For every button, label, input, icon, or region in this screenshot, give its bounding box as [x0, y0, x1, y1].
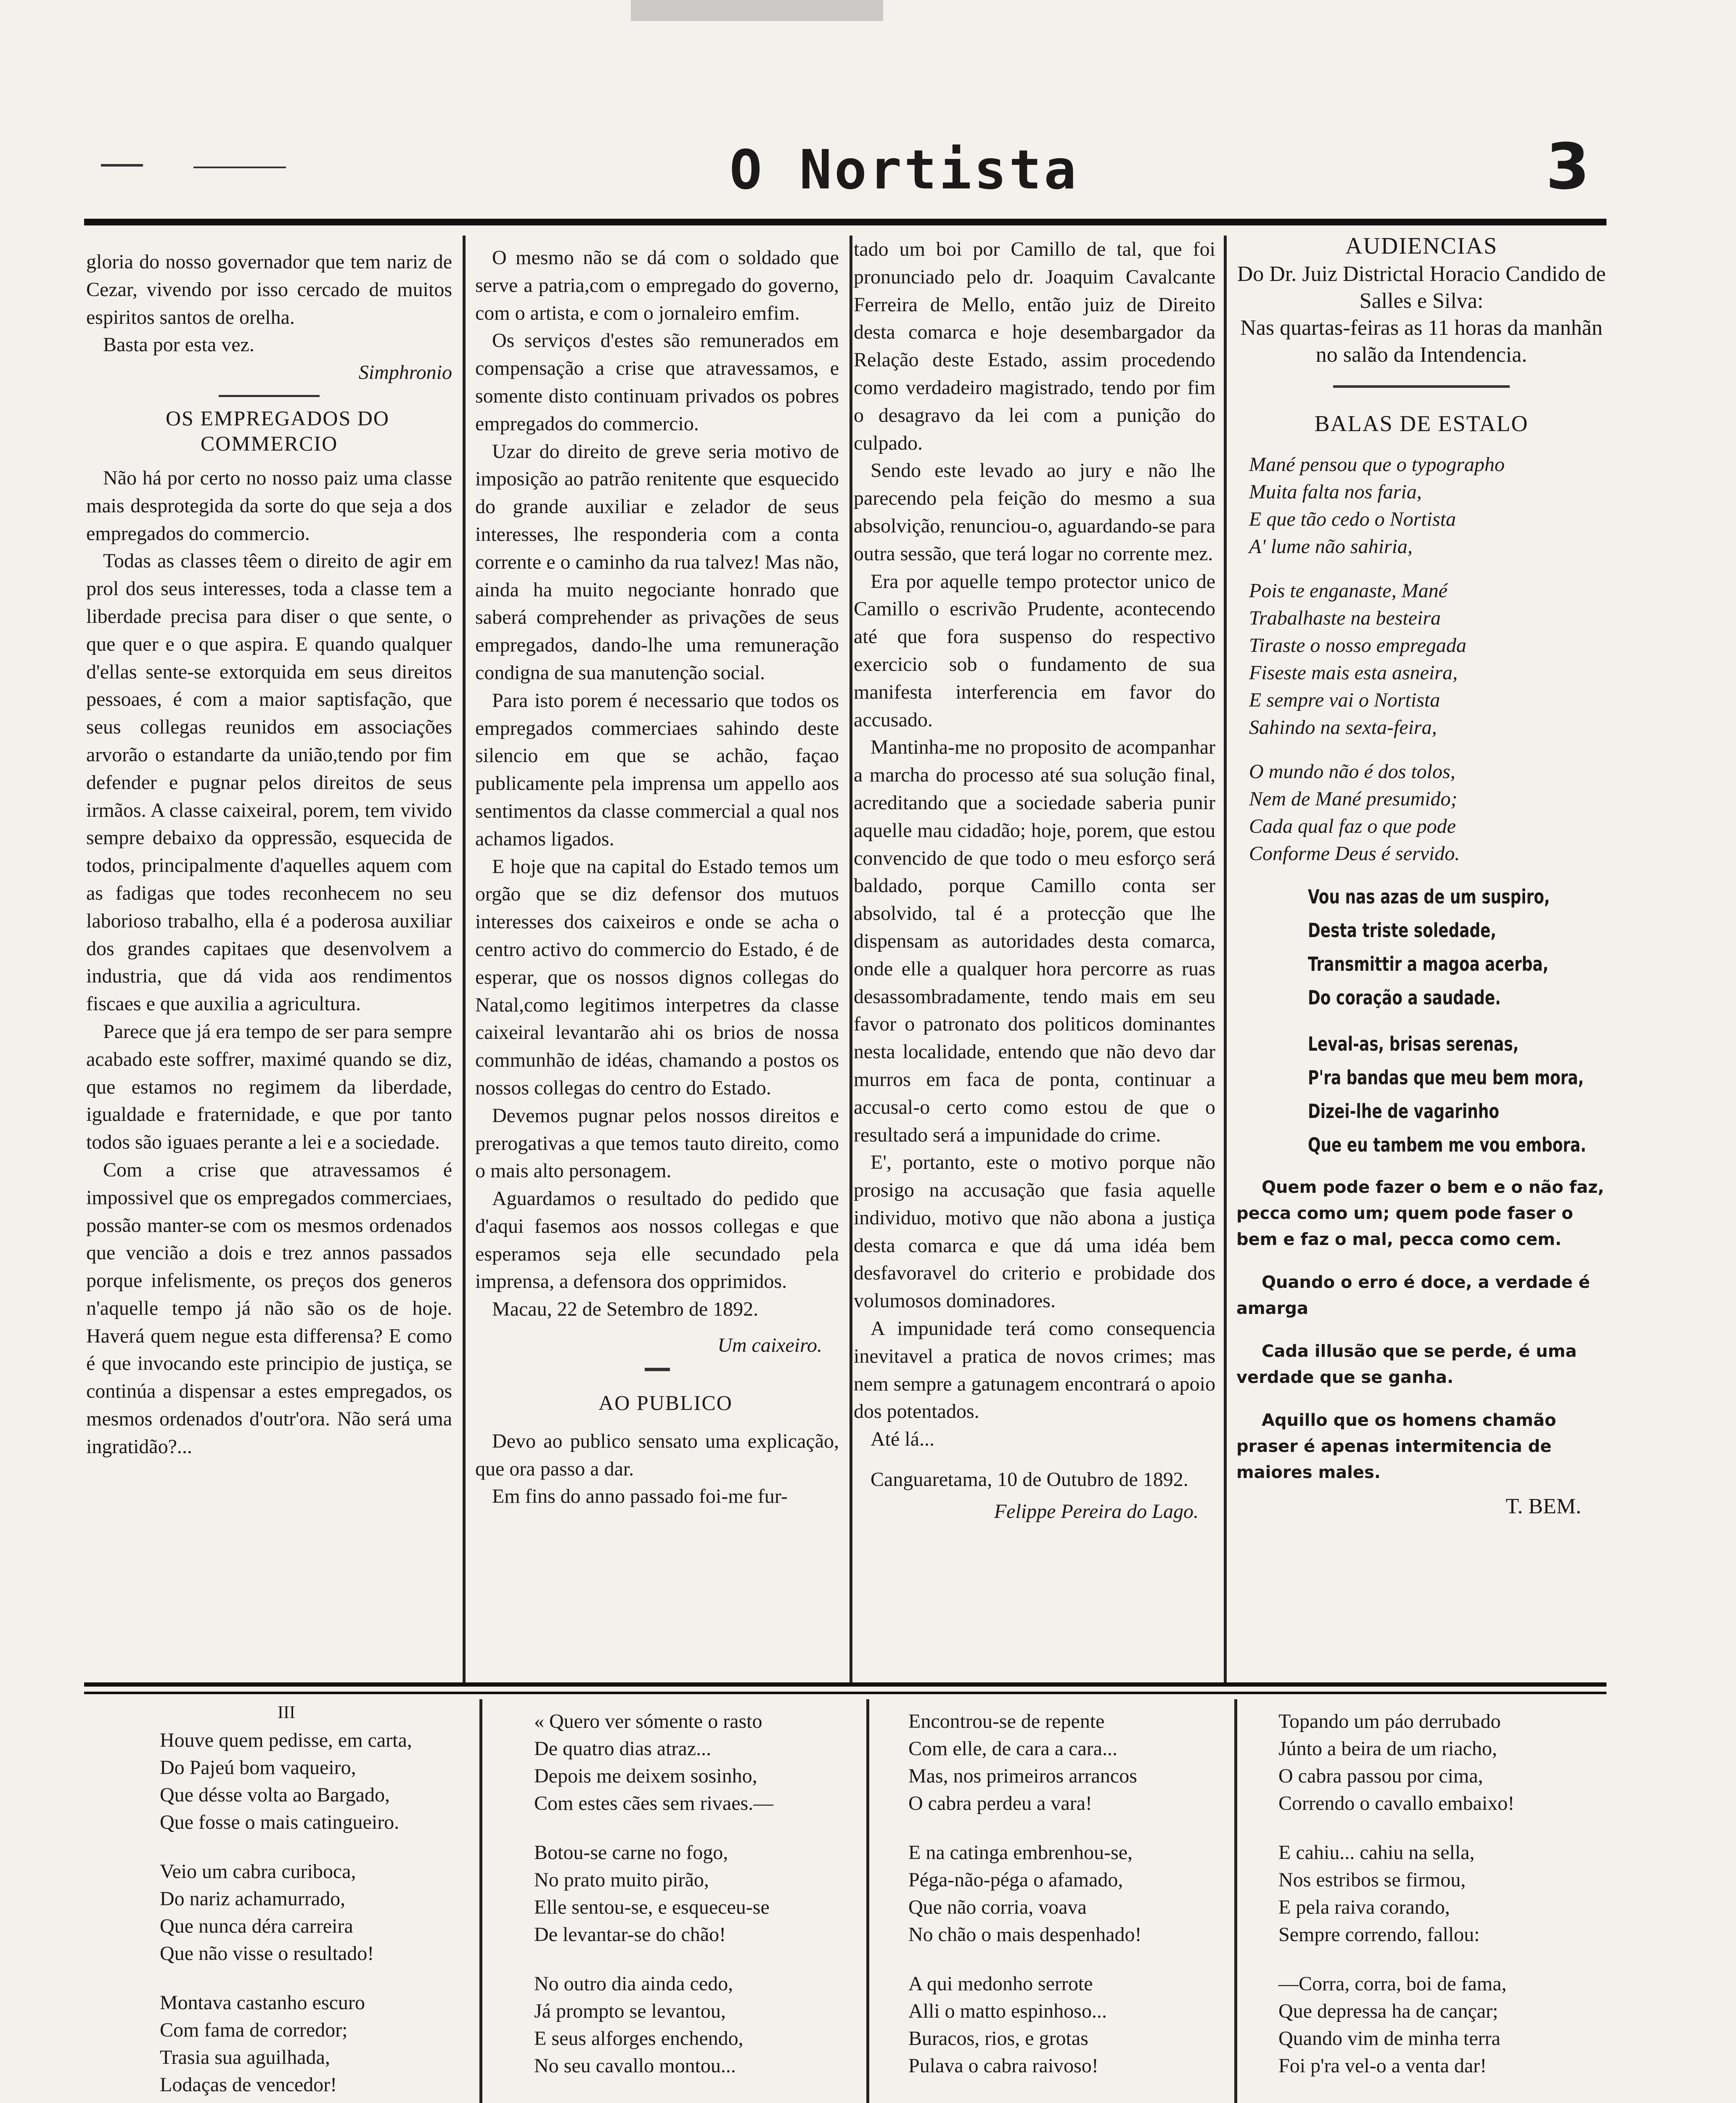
poem-line: « Quero ver sómente o rasto [534, 1710, 762, 1732]
poem-stanza [1308, 1027, 1606, 1162]
signature-caixeiro: Um caixeiro. [717, 1334, 822, 1357]
poem-line: Que nunca déra carreira [160, 1915, 353, 1937]
signature-felippe: Felippe Pereira do Lago. [994, 1500, 1199, 1523]
poem-line: Transmittir a magoa acerba, [1308, 953, 1549, 975]
balas-title: BALAS DE ESTALO [1314, 411, 1529, 436]
article-paragraph: Devemos pugnar pelos nossos direitos e prerogativas a que temos tauto direito, como o mais alto personagem. [475, 1104, 839, 1182]
poem-stanza [160, 1989, 471, 2098]
poem-line: Conforme Deus é servido. [1249, 842, 1460, 865]
poem-line: E cahiu... cahiu na sella, [1278, 1841, 1475, 1864]
dateline-canguaretama: Canguaretama, 10 de Outubro de 1892. [871, 1468, 1188, 1491]
poem-line: Lodaças de vencedor! [160, 2074, 337, 2096]
masthead-title: O Nortista [729, 139, 1079, 201]
balas-poem [1249, 451, 1606, 867]
poem-line: A qui medonho serrote [908, 1973, 1093, 1995]
poem-stanza [1278, 2101, 1602, 2103]
poem-column-3 [908, 1708, 1232, 2103]
poem-line [908, 2101, 1232, 2103]
poem-stanza [1308, 880, 1606, 1014]
poem-line: Buracos, rios, e grotas [908, 2027, 1088, 2050]
poem-line: Encontrou-se de repente [908, 1710, 1105, 1732]
poem-line: O mundo não é dos tolos, [1249, 760, 1455, 783]
poem-line: Nem de Mané presumido; [1249, 788, 1458, 810]
poem-line: Pulava o cabra raivoso! [908, 2055, 1098, 2077]
poem-column-2 [534, 1708, 862, 2103]
poem-line: Com fama de corredor; [160, 2019, 348, 2041]
poem-line: Nos estribos se firmou, [1278, 1869, 1466, 1891]
article-paragraph: Mantinha-me no proposito de acompanhar a marcha do processo até sua solução final, acreditando que a sociedade saberia punir aquelle mau cidadão; hoje, porem, que estou convencido de que todo o meu esforço será baldado, porque Camillo conta ser absolvido, tal é a protecção que lhe dispensam as autoridades desta comarca, onde elle a qualquer hora percorre as ruas desassombradamente, tendo mais em seu favor o patronato dos politicos dominantes nesta localidade, entendo que não devo dar murros em faca de ponta, continuar a accusal-o certo como estou de que o resultado será a impunidade do crime. [854, 736, 1215, 1146]
article-paragraph: A impunidade terá como consequencia inevitavel a pratica de novos crimes; mas nem sempre a gatunagem encontrará o apoio dos potentados. [854, 1317, 1215, 1423]
poem-line: E seus alforges enchendo, [534, 2027, 744, 2050]
article-paragraph: Era por aquelle tempo protector unico de Camillo o escrivão Prudente, acontecendo até que fora suspenso do respectivo exercicio sob o fundamento de sua manifesta interferencia em favor do accusado. [854, 570, 1215, 731]
poem-stanza [1278, 1839, 1602, 1948]
article-paragraph: Com a crise que atravessamos é impossivel que os empregados commerciaes, possão manter-se com os mesmos ordenados que vencião a dois e trez annos passados porque infelismente, os preços dos generos n'aquelle tempo já não são os de hoje. Haverá quem negue esta differensa? E como é que invocando este principio de justiça, se continúa a dispensar a estes empregados, os mesmos ordenados d'outr'ora. Não será uma ingratidão?... [86, 1158, 452, 1458]
poem-line: Que não corria, voava [908, 1896, 1087, 1918]
poem-line: Já prompto se levantou, [534, 2000, 726, 2022]
poem-line: De quatro dias atraz... [534, 1737, 712, 1760]
poem-line: A' lume não sahiria, [1249, 535, 1413, 558]
article-paragraph: Aguardamos o resultado do pedido que d'aqui fasemos aos nossos collegas e que esperamos seja elle secundado pela imprensa, a defensora dos opprimidos. [475, 1187, 839, 1293]
poem-line: Pois te enganaste, Mané [1249, 580, 1448, 602]
poem-column-1 [160, 1699, 471, 2103]
poem-line: Vou nas azas de um suspiro, [1308, 885, 1550, 908]
poem-line: Péga-não-péga o afamado, [908, 1869, 1123, 1891]
column-rule-3 [1224, 236, 1227, 1682]
poem-stanza [534, 2101, 862, 2103]
poem-line: De levantar-se do chão! [534, 1923, 726, 1946]
poem-line: No prato muito pirão, [534, 1869, 709, 1891]
poem-line [534, 2101, 862, 2103]
section-rule-1 [84, 1682, 1606, 1687]
lead-paragraph-2: Basta por esta vez. [103, 334, 254, 356]
scan-noise-top [631, 0, 883, 21]
poem-line: No outro dia ainda cedo, [534, 1973, 733, 1995]
poem-line: Montava castanho escuro [160, 1992, 365, 2014]
poem-column-rule-3 [1234, 1699, 1237, 2103]
article-paragraph: E', portanto, este o motivo porque não prosigo na accusação que fasia aquelle individuo, motivo que não abona a justiça desta comarca e que dá uma idéa bem desfavoravel do criterio e probidade dos volumosos dominadores. [854, 1151, 1215, 1312]
lead-paragraph: gloria do nosso governador que tem nariz de Cezar, vivendo por isso cercado de muitos espiritos santos de orelha. [86, 251, 452, 328]
signature-t-bem: T. BEM. [1506, 1494, 1581, 1518]
poem-line: E pela raiva corando, [1278, 1896, 1450, 1918]
poem-stanza [534, 1708, 862, 1817]
maxim: Cada illusão que se perde, é uma verdade que se ganha. [1236, 1342, 1577, 1387]
article-paragraph: Uzar do direito de greve seria motivo de imposição ao patrão renitente que esquecido do grande auxiliar e zelador de seus interesses, lhe responderia com a conta corrente e o caminho da rua talvez! Mas não, ainda ha muito negociante honrado que saberá comprehender as privações de seus empregados, dando-lhe uma remuneração condigna de sua manutenção social. [475, 440, 839, 684]
article-title: OS EMPREGADOS DO COMMERCIO [165, 406, 390, 455]
poem-stanza [908, 1708, 1232, 1817]
poem-stanza [1249, 758, 1606, 867]
poem-stanza [534, 1839, 862, 1948]
audiencias-line: Nas quartas-feiras as 11 horas da manhãn no salão da Intendencia. [1240, 316, 1603, 367]
poem-line: Topando um páo derrubado [1278, 1710, 1501, 1732]
separator [1333, 385, 1510, 388]
dateline-macau: Macau, 22 de Setembro de 1892. [492, 1298, 759, 1321]
column-1 [86, 248, 452, 1461]
poem-line: E na catinga embrenhou-se, [908, 1841, 1133, 1864]
poem-line: Sempre correndo, fallou: [1278, 1923, 1480, 1946]
poem-line: Com elle, de cara a cara... [908, 1737, 1118, 1760]
poem-line: Trasia sua aguilhada, [160, 2046, 330, 2069]
poem-line: Correndo o cavallo embaixo! [1278, 1792, 1515, 1814]
poem-line: Botou-se carne no fogo, [534, 1841, 728, 1864]
poem-line [1278, 2101, 1602, 2103]
article-paragraph: Os serviços d'estes são remunerados em compensação a crise que atravessamos, e somente disto continuam privados os pobres empregados do commercio. [475, 329, 839, 435]
maxims [1236, 1174, 1606, 1486]
poem-line: Trabalhaste na besteira [1249, 607, 1441, 629]
masthead-dash-left [101, 164, 143, 167]
poem-line: Muita falta nos faria, [1249, 481, 1422, 503]
poem-stanza [908, 1970, 1232, 2079]
poem-line: Que désse volta ao Bargado, [160, 1784, 390, 1806]
poem-stanza [160, 1727, 471, 1836]
poem-line: Veio um cabra curiboca, [160, 1860, 356, 1883]
maxim: Quando o erro é doce, a verdade é amarga [1236, 1273, 1590, 1318]
poem-column-rule-2 [866, 1699, 869, 2103]
poem-line: Leval-as, brisas serenas, [1308, 1033, 1519, 1055]
poem-stanza [908, 2101, 1232, 2103]
article-paragraph: tado um boi por Camillo de tal, que foi pronunciado pelo dr. Joaquim Cavalcante Ferreira de Mello, então juiz de Direito desta comarca e hoje desembargador da Relação deste Estado, assim procedendo como verdadeiro magistrado, tendo por fim o desagravo da lei com a punição do culpado. [854, 238, 1215, 454]
column-2 [475, 244, 839, 1510]
article-paragraph: Todas as classes têem o direito de agir em prol dos seus interesses, toda a classe tem a liberdade precisa para diser o que sente, o que quer e o que aspira. E quando qualquer d'ellas sente-se extorquida em seus direitos pessoaes, é com a maior saptisfação, que seus collegas reunidos em associações arvorão o estandarte da união,tendo por fim defender e pugnar pelos direitos de seus irmãos. A classe caixeiral, porem, tem vivido sempre debaixo da oppressão, esquecida de todos, principalmente d'aquelles aquem com as fadigas que todes reconhecem no seu laborioso trabalho, ella é a poderosa auxiliar dos grandes capitaes que desenvolvem a industria, que dá vida aos rendimentos fiscaes e que auxilia a agricultura. [86, 550, 452, 1015]
column-4 [1236, 231, 1606, 1519]
poem-line: —Corra, corra, boi de fama, [1278, 1973, 1507, 1995]
poem-line: Que depressa ha de cançar; [1278, 2000, 1498, 2022]
ao-publico-paragraph: Devo ao publico sensato uma explicação, que ora passo a dar. [475, 1430, 839, 1480]
signature-simphronio: Simphronio [358, 361, 452, 384]
article-paragraph: O mesmo não se dá com o soldado que serve a patria,com o empregado do governo, com o artista, e com o jornaleiro emfim. [475, 246, 839, 324]
masthead-rule [84, 219, 1606, 225]
article-paragraph: Parece que já era tempo de ser para sempre acabado este soffrer, maximé quando se diz, que estamos no regimem da liberdade, igualdade e fraternidade, e que por tanto todos são iguaes perante a lei e a sociedade. [86, 1020, 452, 1154]
poem-line: Alli o matto espinhoso... [908, 2000, 1107, 2022]
poem-line: O cabra passou por cima, [1278, 1765, 1483, 1787]
poem-stanza [1278, 1708, 1602, 1817]
poem-line: Do Pajeú bom vaqueiro, [160, 1756, 356, 1779]
poem-stanza [908, 1839, 1232, 1948]
poem-line: Elle sentou-se, e esqueceu-se [534, 1896, 770, 1918]
poem-line: No chão o mais despenhado! [908, 1923, 1142, 1946]
poem-line: O cabra perdeu a vara! [908, 1792, 1093, 1814]
poem-line: E sempre vai o Nortista [1249, 689, 1440, 711]
poem-line: Mané pensou que o typographo [1249, 453, 1505, 476]
article-paragraph: Até lá... [871, 1428, 934, 1451]
poem-line: Júnto a beira de um riacho, [1278, 1737, 1497, 1760]
poem-number: III [278, 1703, 295, 1722]
poem-line: P'ra bandas que meu bem mora, [1308, 1066, 1584, 1089]
article-paragraph: Não há por certo no nosso paiz uma classe mais desprotegida da sorte do que seja a dos empregados do commercio. [86, 466, 452, 545]
column-3 [854, 236, 1215, 1526]
poem-line: Do nariz achamurrado, [160, 1888, 346, 1910]
maxim: Aquillo que os homens chamão praser é apenas intermitencia de maiores males. [1236, 1411, 1556, 1482]
poem-line: Sahindo na sexta-feira, [1249, 716, 1437, 739]
poem-stanza [1249, 451, 1606, 560]
poem-line: Mas, nos primeiros arrancos [908, 1765, 1137, 1787]
separator [219, 395, 320, 397]
article-paragraph: Para isto porem é necessario que todos os empregados commerciaes sahindo deste silencio em que se achão, façao publicamente pela imprensa um appello aos sentimentos da classe commercial a qual nos achamos ligados. [475, 689, 839, 850]
audiencias-title: AUDIENCIAS [1345, 233, 1498, 259]
poem-stanza [534, 1970, 862, 2079]
separator [645, 1368, 670, 1371]
masthead-dash-left-2 [193, 167, 286, 168]
article-paragraph: E hoje que na capital do Estado temos um orgão que se diz defensor dos mutuos interesses dos caixeiros e onde se acha o centro activo do commercio do Estado, é de esperar, que os nossos dignos collegas do Natal,como legitimos interpetres da classe caixeiral levantarão ahi os brios de nossa communhão de idéas, chamando a postos os nossos collegas do centro do Estado. [475, 855, 839, 1099]
masthead [84, 126, 1606, 210]
poem-column-rule-1 [479, 1699, 482, 2103]
poem-stanza [160, 1858, 471, 1967]
poem-line: Cada qual faz o que pode [1249, 815, 1456, 837]
page-number: 3 [1545, 130, 1590, 204]
poem-column-4 [1278, 1708, 1602, 2103]
poem-line: Que fosse o mais catingueiro. [160, 1811, 400, 1833]
poem-line: No seu cavallo montou... [534, 2055, 736, 2077]
poem-line: Do coração a saudade. [1308, 986, 1501, 1009]
poem-line: E que tão cedo o Nortista [1249, 508, 1456, 530]
maxim: Quem pode fazer o bem e o não faz, pecca como um; quem pode faser o bem e faz o mal, pecca como cem. [1236, 1178, 1604, 1249]
poem-line: Tiraste o nosso empregada [1249, 634, 1466, 657]
poem-line: Com estes cães sem rivaes.— [534, 1792, 774, 1814]
poem-line: Houve quem pedisse, em carta, [160, 1729, 412, 1751]
bold-verse [1308, 880, 1606, 1162]
poem-line: Quando vim de minha terra [1278, 2027, 1500, 2050]
poem-line: Fiseste mais esta asneira, [1249, 662, 1458, 684]
ao-publico-paragraph: Em fins do anno passado foi-me fur- [492, 1485, 788, 1508]
poem-line: Que não visse o resultado! [160, 1942, 374, 1965]
audiencias-line: Do Dr. Juiz Districtal Horacio Candido de Salles e Silva: [1237, 262, 1606, 313]
poem-line: Dizei-lhe de vagarinho [1308, 1100, 1499, 1123]
section-rule-2 [84, 1692, 1606, 1694]
poem-line: Desta triste soledade, [1308, 919, 1497, 942]
poem-line: Depois me deixem sosinho, [534, 1765, 757, 1787]
poem-stanza [1278, 1970, 1602, 2079]
poem-line: Foi p'ra vel-o a venta dar! [1278, 2055, 1487, 2077]
poem-stanza [1249, 577, 1606, 741]
column-rule-2 [849, 236, 852, 1682]
poem-line: Que eu tambem me vou embora. [1308, 1134, 1586, 1156]
column-rule-1 [463, 236, 466, 1682]
ao-publico-title: AO PUBLICO [598, 1391, 733, 1414]
article-paragraph: Sendo este levado ao jury e não lhe parecendo pela feição do mesmo a sua absolvição, renunciou-o, aguardando-se para outra sessão, que terá logar no corrente mez. [854, 459, 1215, 565]
